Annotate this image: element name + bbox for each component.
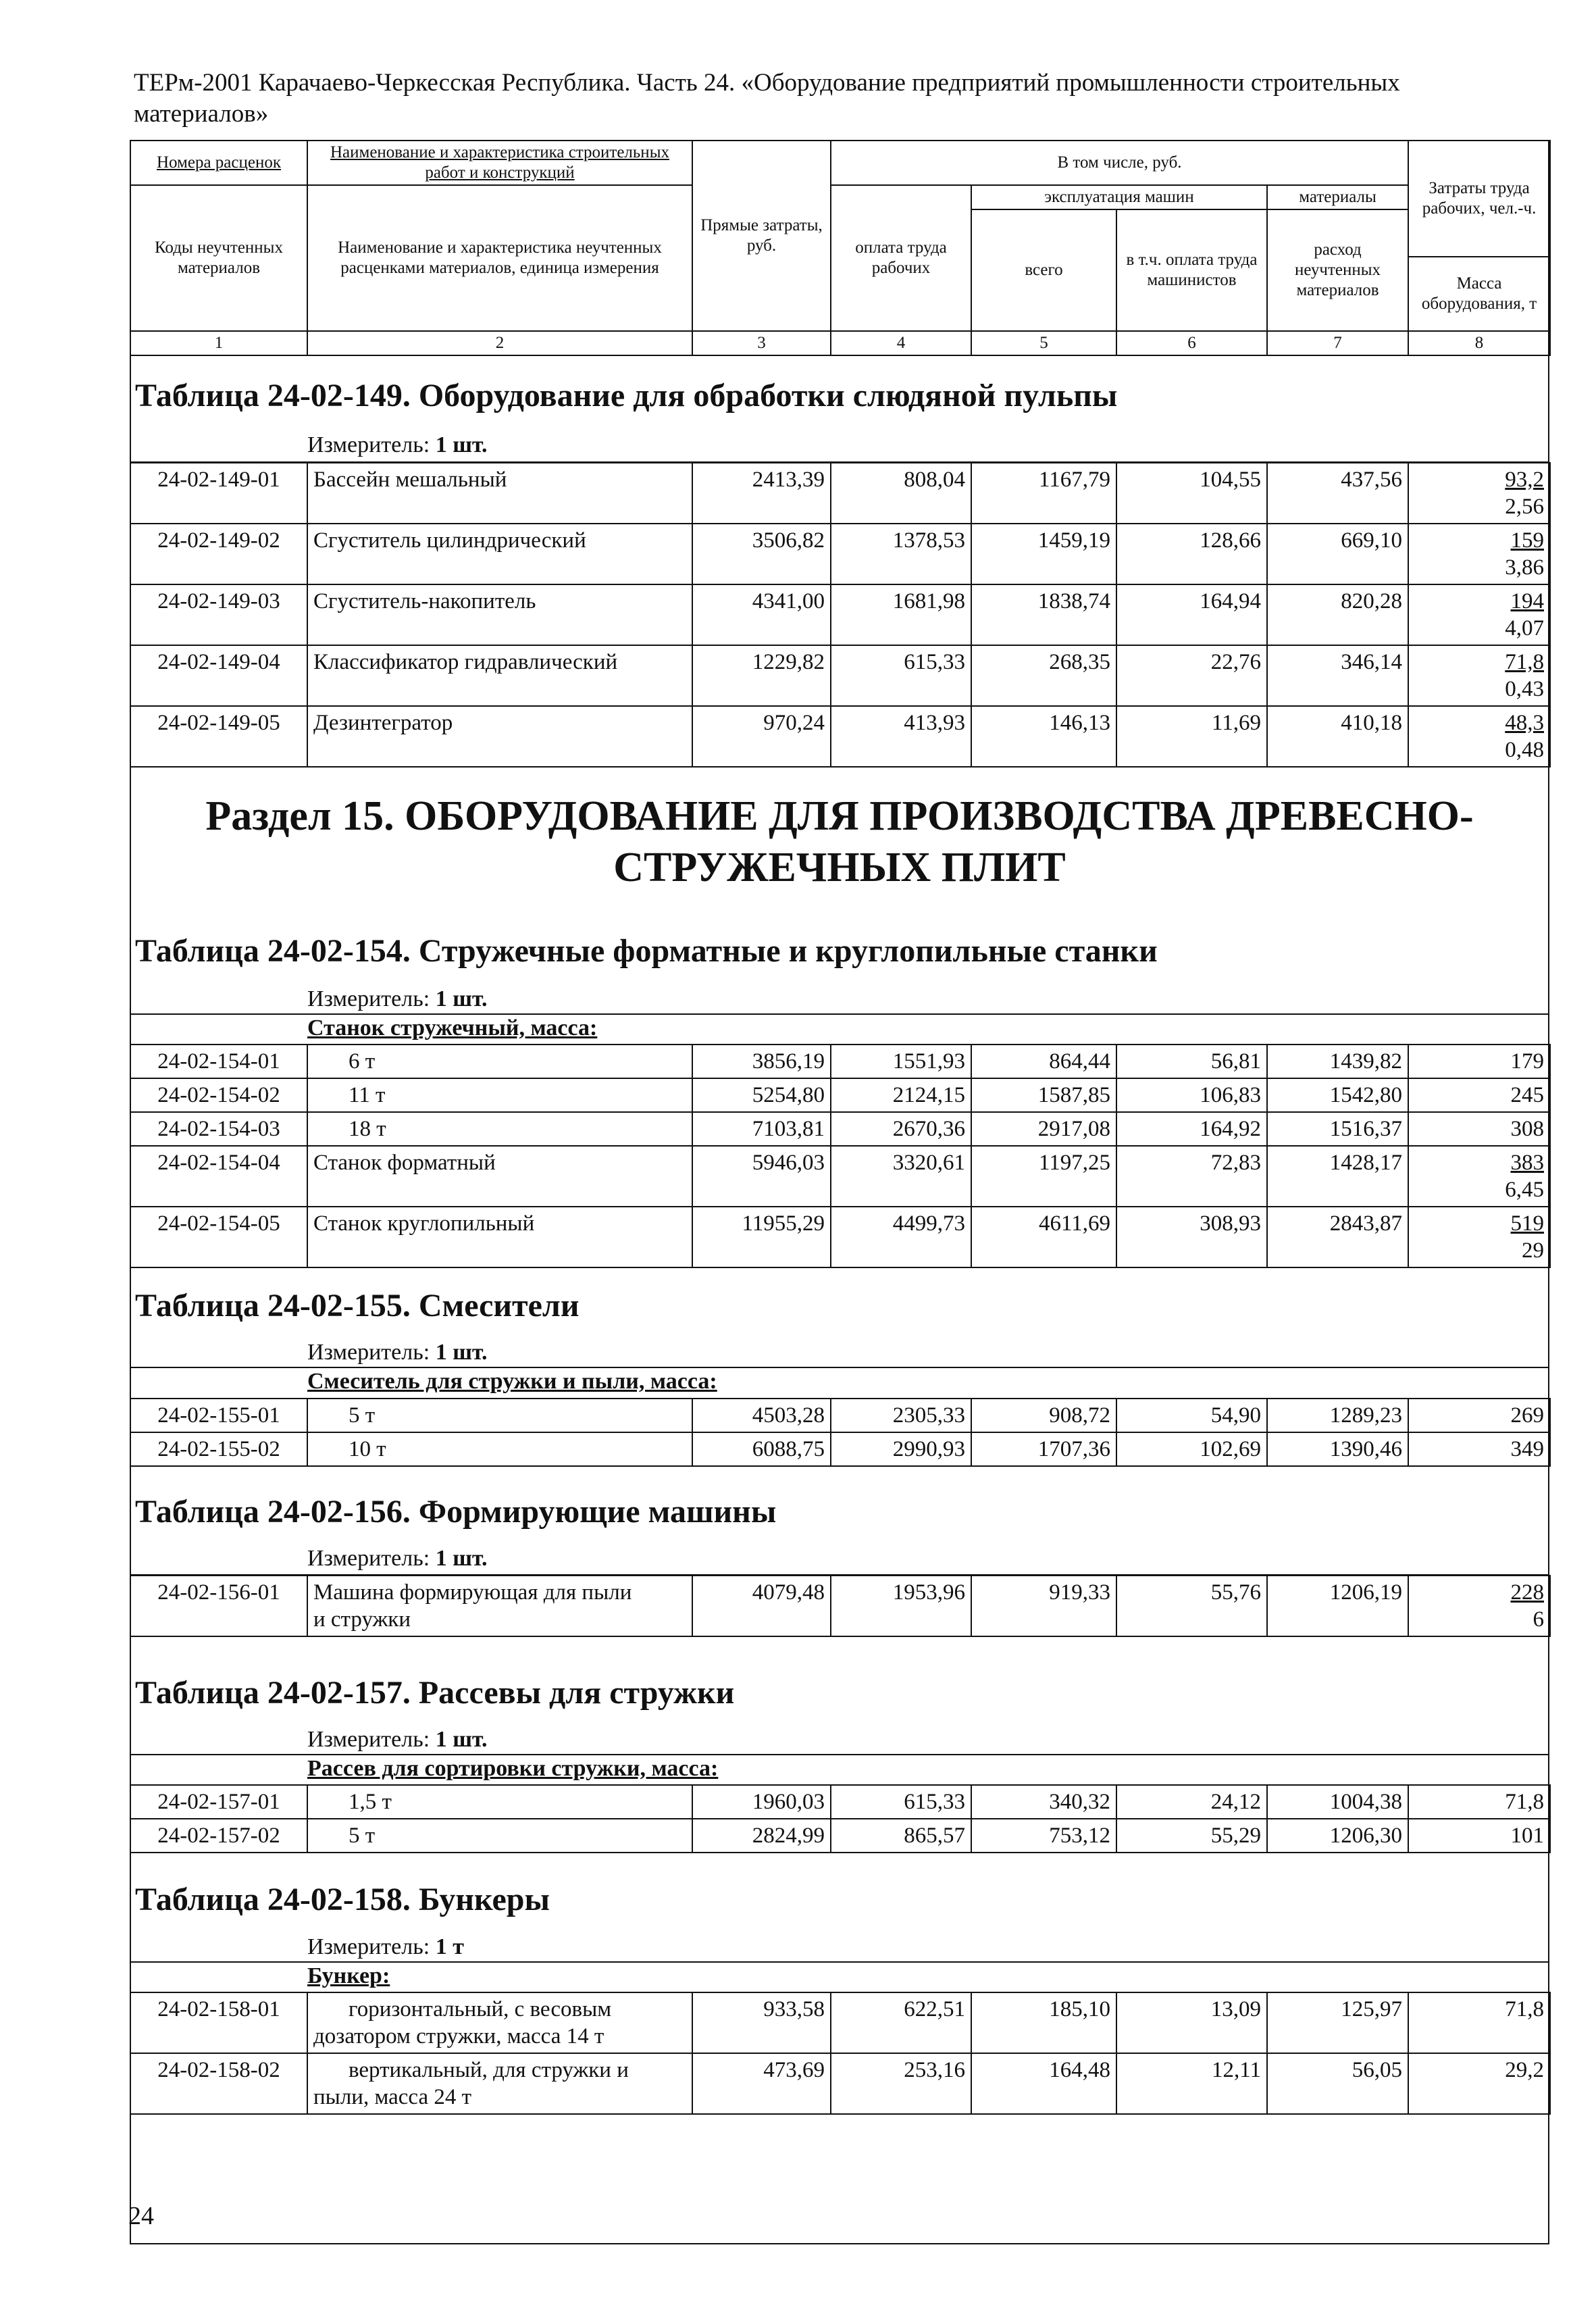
table-row — [130, 1992, 1550, 2053]
direct-costs: 473,69 — [692, 2053, 831, 2114]
machines-total: 753,12 — [971, 1819, 1116, 1853]
item-name-line2: пыли, масса 24 т — [313, 2085, 472, 2109]
machinists-pay: 13,09 — [1116, 1992, 1267, 2053]
machinists-pay: 72,83 — [1116, 1146, 1267, 1207]
table-row — [130, 463, 1550, 524]
header-materials: материалы — [1267, 185, 1408, 209]
table-row — [130, 645, 1550, 706]
materials-cost: 1206,30 — [1267, 1819, 1408, 1853]
machines-total: 1459,19 — [971, 524, 1116, 584]
workers-pay: 2990,93 — [831, 1432, 971, 1466]
direct-costs: 5254,80 — [692, 1078, 831, 1112]
labor-mass-cell — [1408, 645, 1550, 706]
materials-cost: 669,10 — [1267, 524, 1408, 584]
table-154-measure: Измеритель: 1 шт. — [307, 986, 488, 1011]
machines-total: 185,10 — [971, 1992, 1116, 2053]
machinists-pay: 104,55 — [1116, 463, 1267, 524]
divider — [130, 1754, 1549, 1755]
table-157-measure: Измеритель: 1 шт. — [307, 1727, 488, 1752]
section-heading — [130, 790, 1549, 893]
mass-value: 3,86 — [1505, 555, 1544, 580]
labor-mass-cell — [1408, 1207, 1550, 1267]
header-codes-bottom: Коды неучтенных материалов — [130, 185, 307, 331]
materials-cost: 346,14 — [1267, 645, 1408, 706]
header-labor: Затраты труда рабочих, чел.-ч. — [1408, 141, 1550, 257]
labor-mass-cell — [1408, 1146, 1550, 1207]
labor-mass-cell — [1408, 584, 1550, 645]
direct-costs: 3506,82 — [692, 524, 831, 584]
item-name: 10 т — [307, 1432, 692, 1466]
machines-total: 4611,69 — [971, 1207, 1116, 1267]
materials-cost: 56,05 — [1267, 2053, 1408, 2114]
workers-pay: 615,33 — [831, 1785, 971, 1819]
machinists-pay: 54,90 — [1116, 1399, 1267, 1432]
header-including: В том числе, руб. — [831, 141, 1408, 185]
header-num: 2 — [307, 331, 692, 355]
rate-code: 24-02-149-03 — [130, 584, 307, 645]
rate-code: 24-02-157-02 — [130, 1819, 307, 1853]
materials-cost: 410,18 — [1267, 706, 1408, 767]
direct-costs: 4503,28 — [692, 1399, 831, 1432]
direct-costs: 933,58 — [692, 1992, 831, 2053]
labor-value: 71,8 — [1505, 650, 1544, 674]
workers-pay: 865,57 — [831, 1819, 971, 1853]
table-156-title: Таблица 24-02-156. Формирующие машины — [135, 1494, 777, 1530]
item-name: 5 т — [307, 1819, 692, 1853]
workers-pay: 4499,73 — [831, 1207, 971, 1267]
table-157-title: Таблица 24-02-157. Рассевы для стружки — [135, 1675, 735, 1711]
table-158-measure: Измеритель: 1 т — [307, 1934, 464, 1959]
table-154 — [130, 1044, 1551, 1268]
table-149-measure: Измеритель: 1 шт. — [307, 432, 488, 457]
direct-costs: 6088,75 — [692, 1432, 831, 1466]
mass-value: 6,45 — [1505, 1178, 1544, 1202]
column-header — [130, 140, 1551, 356]
machinists-pay: 164,94 — [1116, 584, 1267, 645]
table-row — [130, 1819, 1550, 1853]
labor-value: 383 — [1510, 1151, 1544, 1175]
machinists-pay: 102,69 — [1116, 1432, 1267, 1466]
machines-total: 164,48 — [971, 2053, 1116, 2114]
table-row — [130, 2053, 1550, 2114]
machines-total: 146,13 — [971, 706, 1116, 767]
machines-total: 1707,36 — [971, 1432, 1116, 1466]
table-row — [130, 1432, 1550, 1466]
machinists-pay: 11,69 — [1116, 706, 1267, 767]
item-name-line1: Машина формирующая для пыли — [313, 1580, 632, 1605]
direct-costs: 5946,03 — [692, 1146, 831, 1207]
rate-code: 24-02-154-04 — [130, 1146, 307, 1207]
item-name: Бассейн мешальный — [307, 463, 692, 524]
machines-total: 1587,85 — [971, 1078, 1116, 1112]
header-total: всего — [971, 209, 1116, 331]
materials-cost: 1542,80 — [1267, 1078, 1408, 1112]
labor-mass-cell — [1408, 1576, 1550, 1636]
mass-value: 0,48 — [1505, 738, 1544, 762]
item-name: Станок круглопильный — [307, 1207, 692, 1267]
labor-value: 93,2 — [1505, 468, 1544, 492]
header-mass: Масса оборудования, т — [1408, 257, 1550, 331]
machinists-pay: 164,92 — [1116, 1112, 1267, 1146]
labor-mass-cell — [1408, 1819, 1550, 1853]
header-name-top: Наименование и характеристика строительных работ и конструкций — [307, 141, 692, 185]
workers-pay: 1953,96 — [831, 1576, 971, 1636]
item-name — [307, 1576, 692, 1636]
labor-value: 308 — [1510, 1117, 1544, 1141]
machinists-pay: 55,76 — [1116, 1576, 1267, 1636]
labor-value: 101 — [1510, 1823, 1544, 1848]
machines-total: 268,35 — [971, 645, 1116, 706]
labor-mass-cell — [1408, 1432, 1550, 1466]
table-157-subheader: Рассев для сортировки стружки, масса: — [307, 1756, 719, 1781]
direct-costs: 4079,48 — [692, 1576, 831, 1636]
labor-value: 159 — [1510, 528, 1544, 553]
direct-costs: 7103,81 — [692, 1112, 831, 1146]
header-num: 6 — [1116, 331, 1267, 355]
rate-code: 24-02-149-02 — [130, 524, 307, 584]
header-direct-costs: Прямые затраты, руб. — [692, 141, 831, 331]
labor-value: 349 — [1510, 1437, 1544, 1461]
machinists-pay: 106,83 — [1116, 1078, 1267, 1112]
machinists-pay: 128,66 — [1116, 524, 1267, 584]
table-157 — [130, 1784, 1551, 1853]
item-name: Дезинтегратор — [307, 706, 692, 767]
direct-costs: 2413,39 — [692, 463, 831, 524]
machinists-pay: 24,12 — [1116, 1785, 1267, 1819]
rate-code: 24-02-158-02 — [130, 2053, 307, 2114]
materials-cost: 1206,19 — [1267, 1576, 1408, 1636]
workers-pay: 2305,33 — [831, 1399, 971, 1432]
item-name-line1: вертикальный, для стружки и — [349, 2058, 629, 2082]
mass-value: 2,56 — [1505, 495, 1544, 519]
machinists-pay: 308,93 — [1116, 1207, 1267, 1267]
item-name — [307, 2053, 692, 2114]
table-158-title: Таблица 24-02-158. Бункеры — [135, 1882, 550, 1917]
labor-mass-cell — [1408, 463, 1550, 524]
materials-cost: 1004,38 — [1267, 1785, 1408, 1819]
labor-mass-cell — [1408, 1112, 1550, 1146]
labor-mass-cell — [1408, 1785, 1550, 1819]
labor-value: 519 — [1510, 1211, 1544, 1236]
rate-code: 24-02-158-01 — [130, 1992, 307, 2053]
header-num: 8 — [1408, 331, 1550, 355]
workers-pay: 1551,93 — [831, 1045, 971, 1078]
table-149 — [130, 462, 1551, 768]
document-title: ТЕРм-2001 Карачаево-Черкесская Республика. Часть 24. «Оборудование предприятий промышленности строительных материалов» — [134, 69, 1400, 128]
labor-value: 179 — [1510, 1049, 1544, 1074]
machines-total: 1838,74 — [971, 584, 1116, 645]
labor-value: 48,3 — [1505, 711, 1544, 735]
direct-costs: 2824,99 — [692, 1819, 831, 1853]
rate-code: 24-02-149-01 — [130, 463, 307, 524]
materials-cost: 1289,23 — [1267, 1399, 1408, 1432]
item-name: Сгуститель-накопитель — [307, 584, 692, 645]
item-name-line2: и стружки — [313, 1607, 411, 1632]
header-num: 4 — [831, 331, 971, 355]
item-name: Станок форматный — [307, 1146, 692, 1207]
materials-cost: 1439,82 — [1267, 1045, 1408, 1078]
materials-cost: 2843,87 — [1267, 1207, 1408, 1267]
workers-pay: 1378,53 — [831, 524, 971, 584]
labor-value: 71,8 — [1505, 1997, 1544, 2021]
labor-value: 245 — [1510, 1083, 1544, 1107]
table-158 — [130, 1992, 1551, 2115]
item-name: 6 т — [307, 1045, 692, 1078]
machinists-pay: 12,11 — [1116, 2053, 1267, 2114]
mass-value: 6 — [1533, 1607, 1544, 1632]
table-155-subheader: Смеситель для стружки и пыли, масса: — [307, 1369, 717, 1394]
table-156 — [130, 1575, 1551, 1637]
table-row — [130, 1576, 1550, 1636]
labor-value: 194 — [1510, 589, 1544, 613]
item-name-line1: горизонтальный, с весовым — [349, 1997, 612, 2021]
workers-pay: 2670,36 — [831, 1112, 971, 1146]
mass-value: 29 — [1522, 1238, 1544, 1263]
labor-mass-cell — [1408, 1045, 1550, 1078]
machinists-pay: 56,81 — [1116, 1045, 1267, 1078]
table-row — [130, 1785, 1550, 1819]
item-name-line2: дозатором стружки, масса 14 т — [313, 2024, 604, 2048]
rate-code: 24-02-149-05 — [130, 706, 307, 767]
machines-total: 919,33 — [971, 1576, 1116, 1636]
machines-total: 2917,08 — [971, 1112, 1116, 1146]
table-row — [130, 706, 1550, 767]
rate-code: 24-02-154-05 — [130, 1207, 307, 1267]
labor-mass-cell — [1408, 524, 1550, 584]
table-154-title: Таблица 24-02-154. Стружечные форматные и круглопильные станки — [135, 933, 1158, 969]
header-num: 3 — [692, 331, 831, 355]
item-name: 5 т — [307, 1399, 692, 1432]
header-incl-pay-machinists: в т.ч. оплата труда машинистов — [1116, 209, 1267, 331]
table-154-subheader: Станок стружечный, масса: — [307, 1015, 598, 1040]
divider — [130, 1961, 1549, 1963]
header-num: 1 — [130, 331, 307, 355]
mass-value: 0,43 — [1505, 677, 1544, 701]
rate-code: 24-02-154-02 — [130, 1078, 307, 1112]
workers-pay: 2124,15 — [831, 1078, 971, 1112]
table-row — [130, 1112, 1550, 1146]
direct-costs: 970,24 — [692, 706, 831, 767]
table-155 — [130, 1398, 1551, 1467]
workers-pay: 615,33 — [831, 645, 971, 706]
materials-cost: 1516,37 — [1267, 1112, 1408, 1146]
table-row — [130, 1146, 1550, 1207]
labor-mass-cell — [1408, 706, 1550, 767]
header-codes-top: Номера расценок — [130, 141, 307, 185]
table-row — [130, 1207, 1550, 1267]
workers-pay: 253,16 — [831, 2053, 971, 2114]
workers-pay: 3320,61 — [831, 1146, 971, 1207]
workers-pay: 413,93 — [831, 706, 971, 767]
rate-code: 24-02-149-04 — [130, 645, 307, 706]
rate-code: 24-02-154-01 — [130, 1045, 307, 1078]
rate-code: 24-02-155-01 — [130, 1399, 307, 1432]
machines-total: 340,32 — [971, 1785, 1116, 1819]
machines-total: 864,44 — [971, 1045, 1116, 1078]
materials-cost: 1428,17 — [1267, 1146, 1408, 1207]
direct-costs: 11955,29 — [692, 1207, 831, 1267]
direct-costs: 1960,03 — [692, 1785, 831, 1819]
header-pay-workers: оплата труда рабочих — [831, 185, 971, 331]
machines-total: 1197,25 — [971, 1146, 1116, 1207]
machines-total: 908,72 — [971, 1399, 1116, 1432]
rate-code: 24-02-155-02 — [130, 1432, 307, 1466]
machinists-pay: 22,76 — [1116, 645, 1267, 706]
table-row — [130, 584, 1550, 645]
direct-costs: 1229,82 — [692, 645, 831, 706]
table-row — [130, 1078, 1550, 1112]
table-155-title: Таблица 24-02-155. Смесители — [135, 1288, 580, 1324]
workers-pay: 1681,98 — [831, 584, 971, 645]
item-name — [307, 1992, 692, 2053]
rate-code: 24-02-154-03 — [130, 1112, 307, 1146]
labor-value: 71,8 — [1505, 1790, 1544, 1814]
machinists-pay: 55,29 — [1116, 1819, 1267, 1853]
section-heading-line2: СТРУЖЕЧНЫХ ПЛИТ — [613, 845, 1066, 890]
table-149-title: Таблица 24-02-149. Оборудование для обработки слюдяной пульпы — [135, 378, 1118, 413]
section-heading-line1: Раздел 15. ОБОРУДОВАНИЕ ДЛЯ ПРОИЗВОДСТВА ДРЕВЕСНО- — [205, 793, 1474, 839]
materials-cost: 1390,46 — [1267, 1432, 1408, 1466]
item-name: Классификатор гидравлический — [307, 645, 692, 706]
machines-total: 1167,79 — [971, 463, 1116, 524]
header-machines: эксплуатация машин — [971, 185, 1267, 209]
labor-value: 269 — [1510, 1403, 1544, 1428]
table-row — [130, 1399, 1550, 1432]
table-155-measure: Измеритель: 1 шт. — [307, 1340, 488, 1365]
labor-mass-cell — [1408, 1078, 1550, 1112]
item-name: 1,5 т — [307, 1785, 692, 1819]
mass-value: 4,07 — [1505, 616, 1544, 640]
labor-value: 29,2 — [1505, 2058, 1544, 2082]
rate-code: 24-02-156-01 — [130, 1576, 307, 1636]
table-158-subheader: Бункер: — [307, 1963, 390, 1988]
direct-costs: 3856,19 — [692, 1045, 831, 1078]
labor-mass-cell — [1408, 1399, 1550, 1432]
item-name: Сгуститель цилиндрический — [307, 524, 692, 584]
table-156-measure: Измеритель: 1 шт. — [307, 1546, 488, 1571]
materials-cost: 820,28 — [1267, 584, 1408, 645]
direct-costs: 4341,00 — [692, 584, 831, 645]
header-materials-use: расход неучтенных материалов — [1267, 209, 1408, 331]
item-name: 11 т — [307, 1078, 692, 1112]
labor-mass-cell — [1408, 1992, 1550, 2053]
page-number: 24 — [128, 2202, 154, 2230]
table-row — [130, 524, 1550, 584]
materials-cost: 437,56 — [1267, 463, 1408, 524]
divider — [130, 1013, 1549, 1015]
labor-value: 228 — [1510, 1580, 1544, 1605]
materials-cost: 125,97 — [1267, 1992, 1408, 2053]
item-name: 18 т — [307, 1112, 692, 1146]
header-name-bottom: Наименование и характеристика неучтенных расценками материалов, единица измерения — [307, 185, 692, 331]
header-num: 7 — [1267, 331, 1408, 355]
labor-mass-cell — [1408, 2053, 1550, 2114]
header-num: 5 — [971, 331, 1116, 355]
rate-code: 24-02-157-01 — [130, 1785, 307, 1819]
workers-pay: 808,04 — [831, 463, 971, 524]
divider — [130, 1367, 1549, 1368]
workers-pay: 622,51 — [831, 1992, 971, 2053]
table-row — [130, 1045, 1550, 1078]
